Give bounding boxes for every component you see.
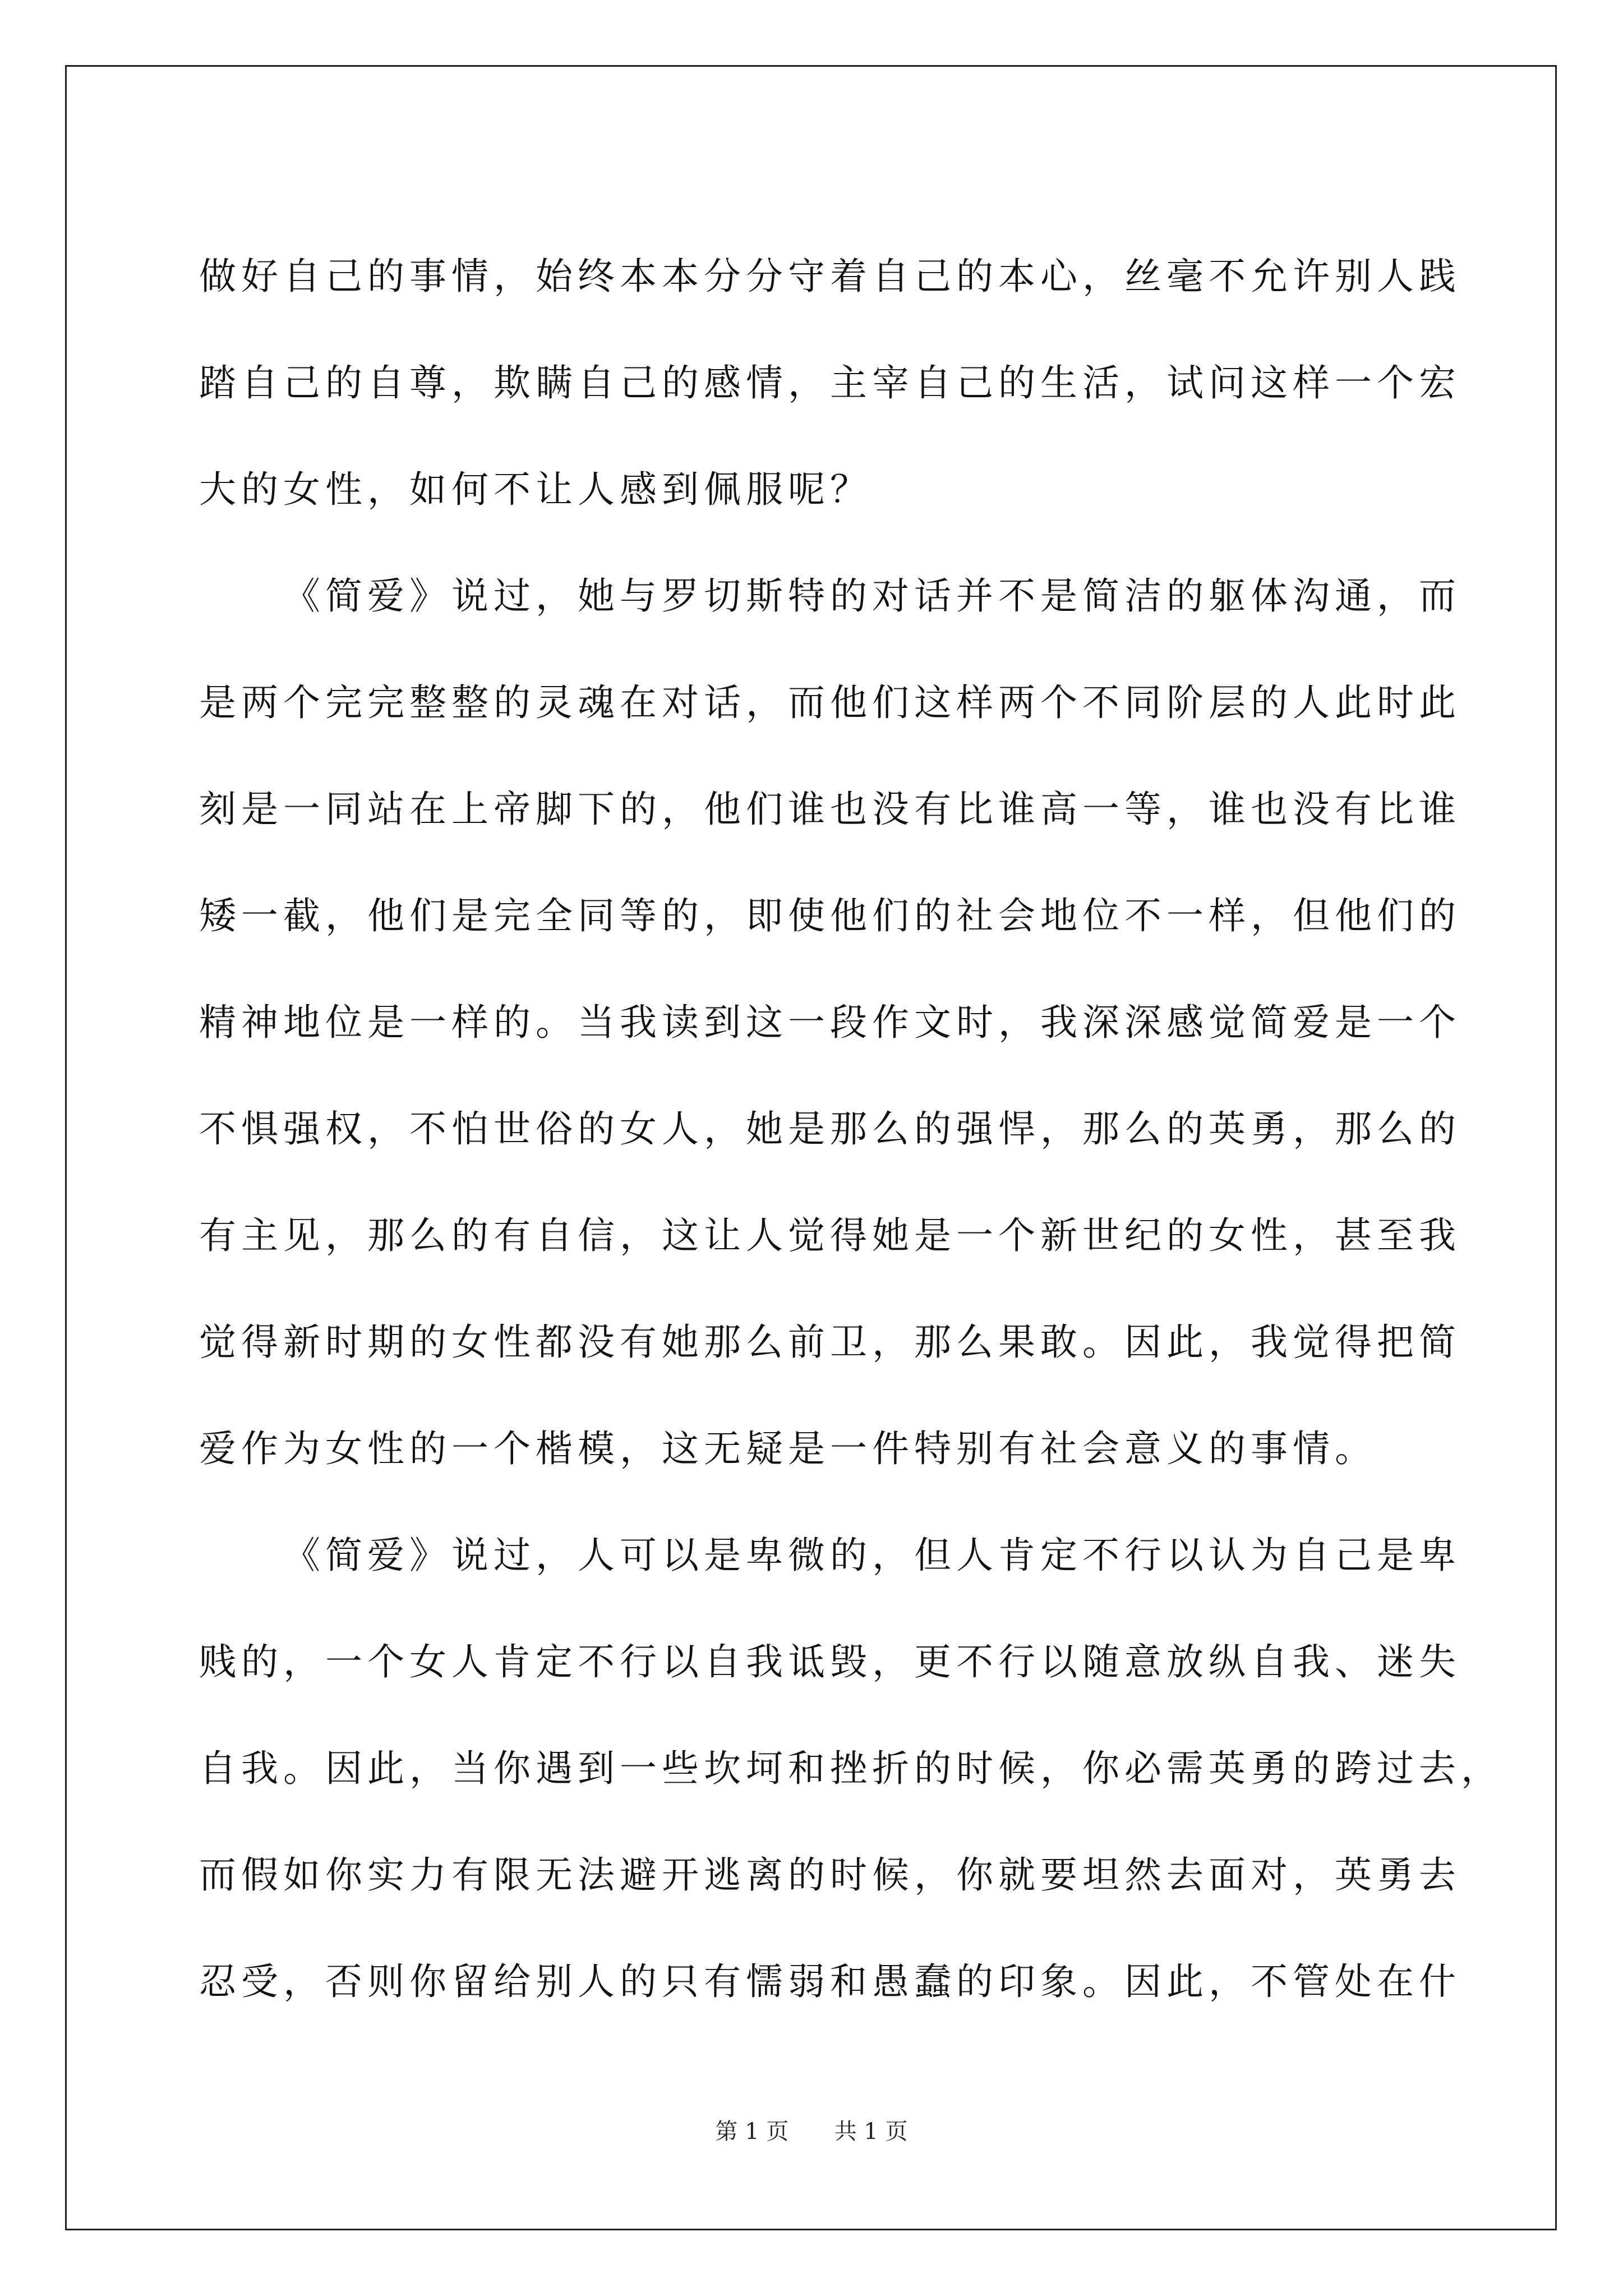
text-line: 有主见，那么的有自信，这让人觉得她是一个新世纪的女性，甚至我 xyxy=(199,1214,1461,1257)
text-line: 刻是一同站在上帝脚下的，他们谁也没有比谁高一等，谁也没有比谁 xyxy=(199,788,1461,831)
text-line: 自我。因此，当你遇到一些坎坷和挫折的时候，你必需英勇的跨过去， xyxy=(199,1747,1503,1790)
paragraph-start-line: 《简爱》说过，人可以是卑微的，但人肯定不行以认为自己是卑 xyxy=(283,1534,1461,1577)
text-line: 踏自己的自尊，欺瞒自己的感情，主宰自己的生活，试问这样一个宏 xyxy=(199,361,1461,404)
page-footer xyxy=(0,2114,1623,2146)
text-line: 贱的，一个女人肯定不行以自我诋毁，更不行以随意放纵自我、迷失 xyxy=(199,1640,1461,1683)
text-line: 做好自己的事情，始终本本分分守着自己的本心，丝毫不允许别人践 xyxy=(199,255,1461,298)
text-line: 是两个完完整整的灵魂在对话，而他们这样两个不同阶层的人此时此 xyxy=(199,681,1461,724)
text-line: 大的女性，如何不让人感到佩服呢？ xyxy=(199,468,872,511)
text-line: 矮一截，他们是完全同等的，即使他们的社会地位不一样，但他们的 xyxy=(199,894,1461,937)
text-line: 觉得新时期的女性都没有她那么前卫，那么果敢。因此，我觉得把简 xyxy=(199,1320,1461,1364)
page-number: 第 1 页 xyxy=(715,2119,789,2145)
text-line: 而假如你实力有限无法避开逃离的时候，你就要坦然去面对，英勇去 xyxy=(199,1853,1461,1897)
document-body xyxy=(199,223,1503,2035)
text-line: 爱作为女性的一个楷模，这无疑是一件特别有社会意义的事情。 xyxy=(199,1427,1377,1470)
text-line: 不惧强权，不怕世俗的女人，她是那么的强悍，那么的英勇，那么的 xyxy=(199,1107,1461,1151)
text-line: 精神地位是一样的。当我读到这一段作文时，我深深感觉简爱是一个 xyxy=(199,1001,1461,1044)
text-line: 忍受，否则你留给别人的只有懦弱和愚蠢的印象。因此，不管处在什 xyxy=(199,1960,1461,2003)
paragraph-start-line: 《简爱》说过，她与罗切斯特的对话并不是简洁的躯体沟通，而 xyxy=(283,574,1461,618)
total-pages: 共 1 页 xyxy=(834,2119,908,2145)
